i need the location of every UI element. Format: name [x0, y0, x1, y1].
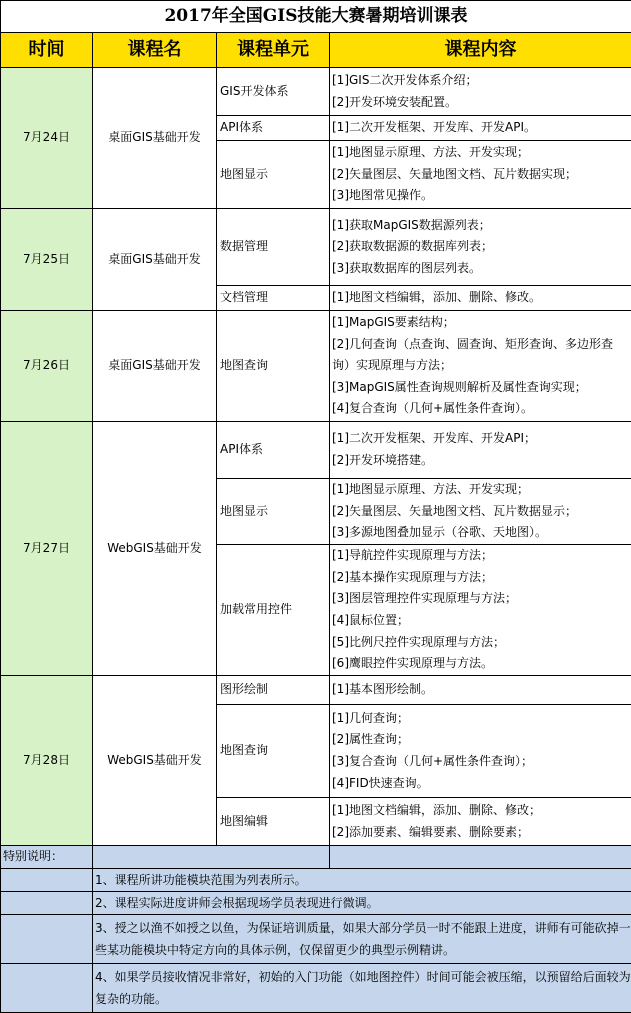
table-row [1, 422, 631, 479]
unit-cell: 数据管理 [217, 209, 330, 286]
content-item: [2]属性查询； [332, 729, 631, 751]
unit-cell: 地图显示 [217, 479, 330, 545]
content-item: [1]地图文档编辑，添加、删除、修改。 [332, 287, 631, 309]
content-item: [2]基本操作实现原理与方法； [332, 567, 631, 589]
content-item: [1]MapGIS要素结构； [332, 312, 631, 334]
content-item: [6]鹰眼控件实现原理与方法。 [332, 653, 631, 675]
content-cell [330, 676, 631, 705]
table-row [1, 676, 631, 705]
content-item: [2]添加要素、编辑要素、删除要素； [332, 822, 631, 844]
content-cell [330, 311, 631, 422]
header-time: 时间 [1, 33, 93, 68]
content-item: [3]MapGIS属性查询规则解析及属性查询实现； [332, 377, 631, 399]
content-item: [4]鼠标位置； [332, 610, 631, 632]
notes-row [1, 914, 631, 963]
content-item: [1]地图显示原理、方法、开发实现； [332, 142, 631, 164]
notes-indent-cell [1, 963, 93, 1012]
notes-label: 特别说明： [1, 846, 93, 869]
header-unit: 课程单元 [217, 33, 330, 68]
notes-indent-cell [1, 914, 93, 963]
content-item: [3]多源地图叠加显示（谷歌、天地图）。 [332, 522, 631, 544]
content-item: [1]获取MapGIS数据源列表； [332, 215, 631, 237]
notes-item: 3、授之以渔不如授之以鱼，为保证培训质量，如果大部分学员一时不能跟上进度，讲师有可能砍掉一些某功能模块中特定方向的具体示例，仅保留更少的典型示例精讲。 [93, 914, 631, 963]
content-cell [330, 479, 631, 545]
content-cell [330, 68, 631, 116]
date-cell: 7月25日 [1, 209, 93, 311]
content-item: [4]复合查询（几何+属性条件查询）。 [332, 398, 631, 420]
content-item: [2]获取数据源的数据库列表； [332, 236, 631, 258]
unit-cell: GIS开发体系 [217, 68, 330, 116]
content-item: [2]几何查询（点查询、圆查询、矩形查询、多边形查询）实现原理与方法； [332, 334, 631, 377]
course-name-cell: 桌面GIS基础开发 [93, 68, 217, 209]
content-item: [1]二次开发框架、开发库、开发API。 [332, 117, 631, 139]
notes-empty-cell [330, 846, 631, 869]
unit-cell: 文档管理 [217, 286, 330, 311]
content-item: [1]几何查询； [332, 708, 631, 730]
header-course: 课程名 [93, 33, 217, 68]
table-row [1, 68, 631, 116]
content-item: [3]获取数据库的图层列表。 [332, 258, 631, 280]
notes-row [1, 963, 631, 1012]
header-row [1, 33, 631, 68]
notes-item: 1、课程所讲功能模块范围为列表所示。 [93, 868, 631, 891]
unit-cell: API体系 [217, 422, 330, 479]
course-name-cell: 桌面GIS基础开发 [93, 209, 217, 311]
content-item: [1]基本图形绘制。 [332, 679, 631, 701]
date-cell: 7月26日 [1, 311, 93, 422]
header-content: 课程内容 [330, 33, 631, 68]
date-cell: 7月24日 [1, 68, 93, 209]
notes-item: 4、如果学员接收情况非常好，初始的入门功能（如地图控件）时间可能会被压缩，以预留给后面较为复杂的功能。 [93, 963, 631, 1012]
page-title: 2017年全国GIS技能大赛暑期培训课表 [1, 1, 631, 33]
notes-item: 2、课程实际进度讲师会根据现场学员表现进行微调。 [93, 891, 631, 914]
unit-cell: 图形绘制 [217, 676, 330, 705]
notes-row [1, 891, 631, 914]
content-cell [330, 286, 631, 311]
content-cell [330, 422, 631, 479]
content-item: [1]地图显示原理、方法、开发实现； [332, 479, 631, 501]
unit-cell: 地图查询 [217, 311, 330, 422]
table-row [1, 311, 631, 422]
content-item: [2]开发环境搭建。 [332, 450, 631, 472]
content-item: [2]矢量图层、矢量地图文档、瓦片数据显示； [332, 501, 631, 523]
course-name-cell: WebGIS基础开发 [93, 676, 217, 846]
unit-cell: API体系 [217, 116, 330, 141]
date-cell: 7月28日 [1, 676, 93, 846]
content-item: [3]地图常见操作。 [332, 185, 631, 207]
content-cell [330, 545, 631, 676]
content-cell [330, 798, 631, 846]
content-cell [330, 209, 631, 286]
notes-indent-cell [1, 891, 93, 914]
notes-row [1, 868, 631, 891]
content-item: [3]复合查询（几何+属性条件查询）； [332, 751, 631, 773]
content-cell [330, 116, 631, 141]
date-cell: 7月27日 [1, 422, 93, 676]
content-item: [4]FID快速查询。 [332, 773, 631, 795]
content-item: [2]开发环境安装配置。 [332, 92, 631, 114]
content-item: [5]比例尺控件实现原理与方法； [332, 632, 631, 654]
content-cell [330, 141, 631, 209]
unit-cell: 地图显示 [217, 141, 330, 209]
content-item: [1]地图文档编辑，添加、删除、修改； [332, 800, 631, 822]
notes-empty-cell [93, 846, 330, 869]
content-cell [330, 705, 631, 798]
content-item: [1]GIS二次开发体系介绍； [332, 70, 631, 92]
content-item: [2]矢量图层、矢量地图文档、瓦片数据实现； [332, 164, 631, 186]
content-item: [3]图层管理控件实现原理与方法； [332, 588, 631, 610]
course-name-cell: WebGIS基础开发 [93, 422, 217, 676]
unit-cell: 地图编辑 [217, 798, 330, 846]
course-name-cell: 桌面GIS基础开发 [93, 311, 217, 422]
notes-indent-cell [1, 868, 93, 891]
content-item: [1]导航控件实现原理与方法； [332, 545, 631, 567]
unit-cell: 地图查询 [217, 705, 330, 798]
content-item: [1]二次开发框架、开发库、开发API； [332, 428, 631, 450]
unit-cell: 加载常用控件 [217, 545, 330, 676]
table-row [1, 209, 631, 286]
notes-label-row [1, 846, 631, 869]
